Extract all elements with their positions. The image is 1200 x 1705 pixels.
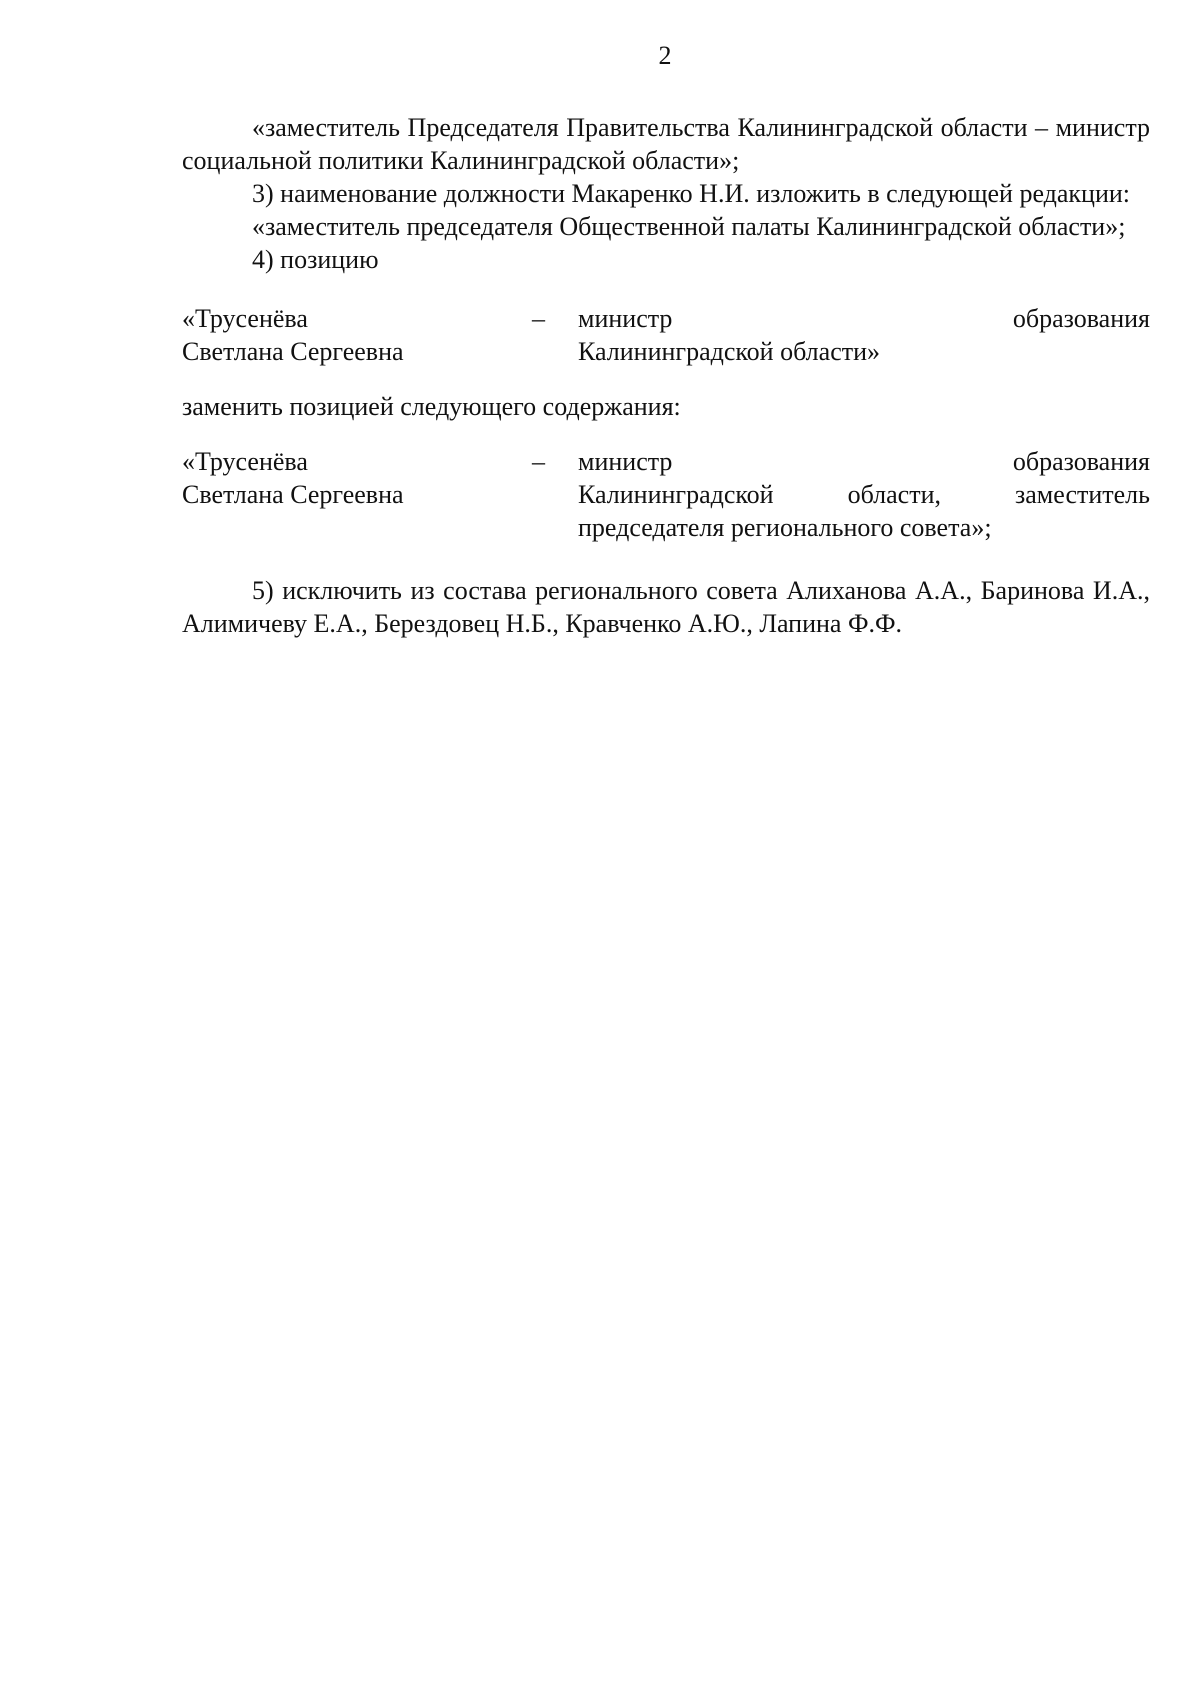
spacer: [182, 423, 1150, 445]
page-number: 2: [658, 41, 672, 70]
position-new-name-line2: Светлана Сергеевна: [182, 480, 404, 509]
position-new-name: [182, 445, 532, 511]
position-old-name-line2: Светлана Сергеевна: [182, 337, 404, 366]
position-new-title-line1: министр образования: [578, 447, 1150, 476]
position-new-title: [578, 445, 1150, 544]
position-old-dash: –: [532, 304, 545, 333]
position-new-title-line2: Калининградской области, заместитель: [578, 480, 1150, 509]
spacer: [182, 544, 1150, 574]
position-old-name-line1: «Трусенёва: [182, 304, 308, 333]
position-old-title: [578, 302, 1150, 368]
position-old-title-line1: министр образования: [578, 304, 1150, 333]
paragraph-item-4: 4) позицию: [252, 245, 379, 274]
position-new-dash: –: [532, 447, 545, 476]
paragraph-replace: заменить позицией следующего содержания:: [182, 392, 681, 421]
position-old-title-line2: Калининградской области»: [578, 337, 881, 366]
document-body: [182, 111, 1150, 640]
spacer: [182, 368, 1150, 390]
position-old: [182, 302, 1150, 368]
paragraph-item-3: 3) наименование должности Макаренко Н.И. изложить в следующей редакции:: [252, 179, 1131, 208]
spacer: [182, 276, 1150, 302]
position-new: [182, 445, 1150, 544]
paragraph-public-chamber: «заместитель председателя Общественной палаты Калининградской области»;: [252, 212, 1126, 241]
position-old-name: [182, 302, 532, 368]
position-new-title-line3: председателя регионального совета»;: [578, 513, 992, 542]
position-new-name-line1: «Трусенёва: [182, 447, 308, 476]
paragraph-item-5: 5) исключить из состава регионального совета Алиханова А.А., Баринова И.А., Алимичеву Е.А., Берездовец Н.Б., Кравченко А.Ю., Лапина Ф.Ф.: [182, 576, 1150, 638]
paragraph-deputy-chairman: «заместитель Председателя Правительства Калининградской области – министр социальной политики Калининградской области»;: [182, 113, 1150, 175]
